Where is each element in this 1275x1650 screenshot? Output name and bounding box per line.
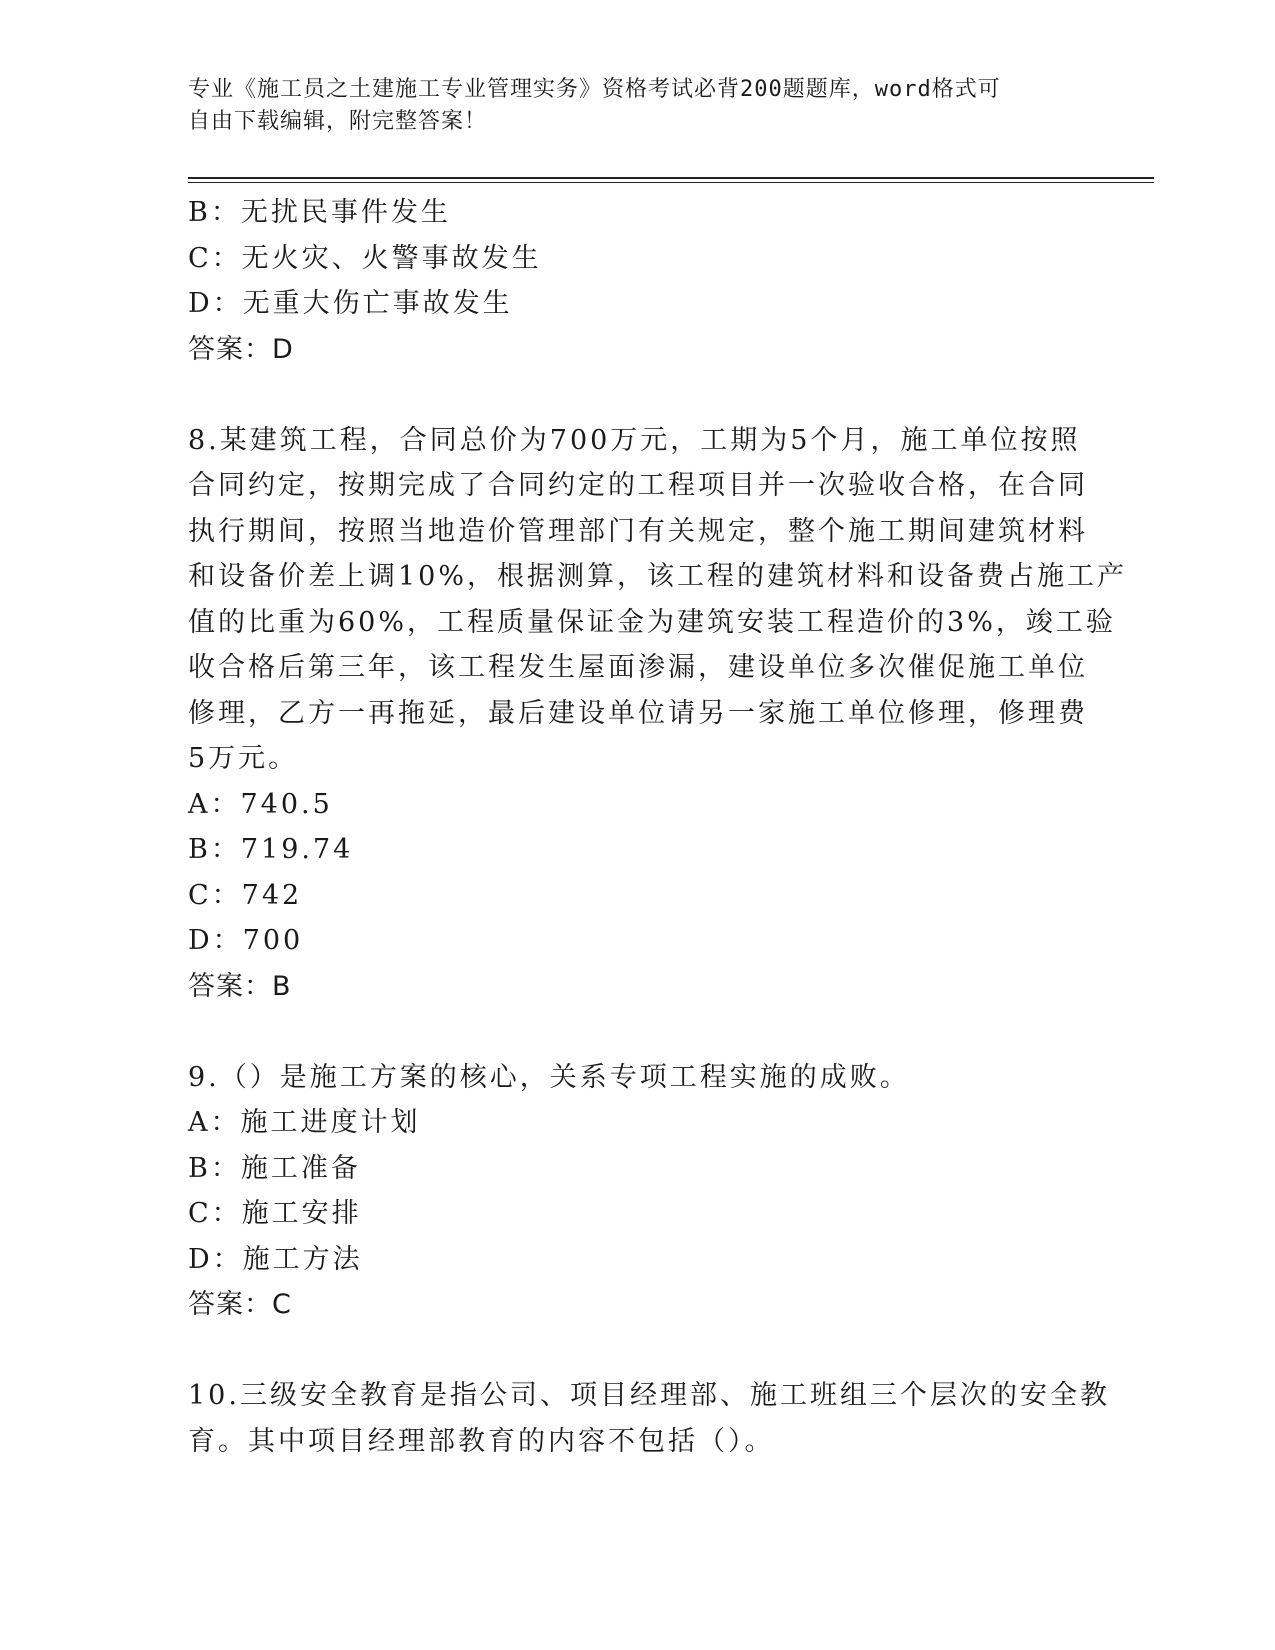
q9-option-a: A：施工进度计划	[188, 1107, 421, 1138]
document-header	[188, 74, 1068, 138]
header-rule-thick	[188, 177, 1154, 179]
spacer	[188, 1328, 1088, 1374]
header-line-1: 专业《施工员之土建施工专业管理实务》资格考试必背200题题库，word格式可	[188, 77, 1001, 102]
q9-answer: 答案：C	[188, 1289, 292, 1320]
q10-text-line: 10.三级安全教育是指公司、项目经理部、施工班组三个层次的安全教	[188, 1380, 1110, 1411]
q7-option-b: B：无扰民事件发生	[188, 197, 451, 228]
q8-text-line: 合同约定，按期完成了合同约定的工程项目并一次验收合格，在合同	[188, 470, 1088, 501]
q8-text-line: 执行期间，按照当地造价管理部门有关规定，整个施工期间建筑材料	[188, 515, 1088, 547]
question-7	[188, 190, 1088, 372]
q7-answer: 答案：D	[188, 333, 294, 365]
q8-text-line: 修理，乙方一再拖延，最后建设单位请另一家施工单位修理，修理费	[188, 697, 1088, 729]
q8-option-d: D：700	[188, 925, 304, 956]
question-list	[188, 190, 1128, 1464]
q8-text-line: 8.某建筑工程，合同总价为700万元，工期为5个月，施工单位按照	[188, 424, 1081, 456]
spacer	[188, 372, 1088, 418]
q8-answer: 答案：B	[188, 970, 292, 1002]
question-8	[188, 418, 1128, 1010]
q8-text-line: 5万元。	[188, 743, 299, 774]
q9-option-c: C：施工安排	[188, 1198, 362, 1229]
q7-option-d: D：无重大伤亡事故发生	[188, 288, 513, 319]
spacer	[188, 1009, 1088, 1055]
header-line-2: 自由下载编辑，附完整答案！	[188, 109, 488, 134]
question-10	[188, 1373, 1110, 1464]
q8-option-c: C：742	[188, 879, 303, 911]
question-9	[188, 1055, 1088, 1328]
q9-question: 9.（）是施工方案的核心，关系专项工程实施的成败。	[188, 1061, 910, 1093]
q8-text-line: 和设备价差上调10%，根据测算，该工程的建筑材料和设备费占施工产	[188, 561, 1128, 592]
header-rule-thin	[188, 182, 1154, 183]
q8-option-a: A：740.5	[188, 788, 333, 820]
q8-option-b: B：719.74	[188, 834, 354, 865]
q7-option-c: C：无火灾、火警事故发生	[188, 242, 542, 274]
q9-option-b: B：施工准备	[188, 1152, 361, 1184]
q9-option-d: D：施工方法	[188, 1243, 363, 1275]
q10-text-line: 育。其中项目经理部教育的内容不包括（）。	[188, 1425, 775, 1457]
q8-text-line: 收合格后第三年，该工程发生屋面渗漏，建设单位多次催促施工单位	[188, 652, 1088, 683]
q8-text-line: 值的比重为60%，工程质量保证金为建筑安装工程造价的3%，竣工验	[188, 606, 1116, 638]
